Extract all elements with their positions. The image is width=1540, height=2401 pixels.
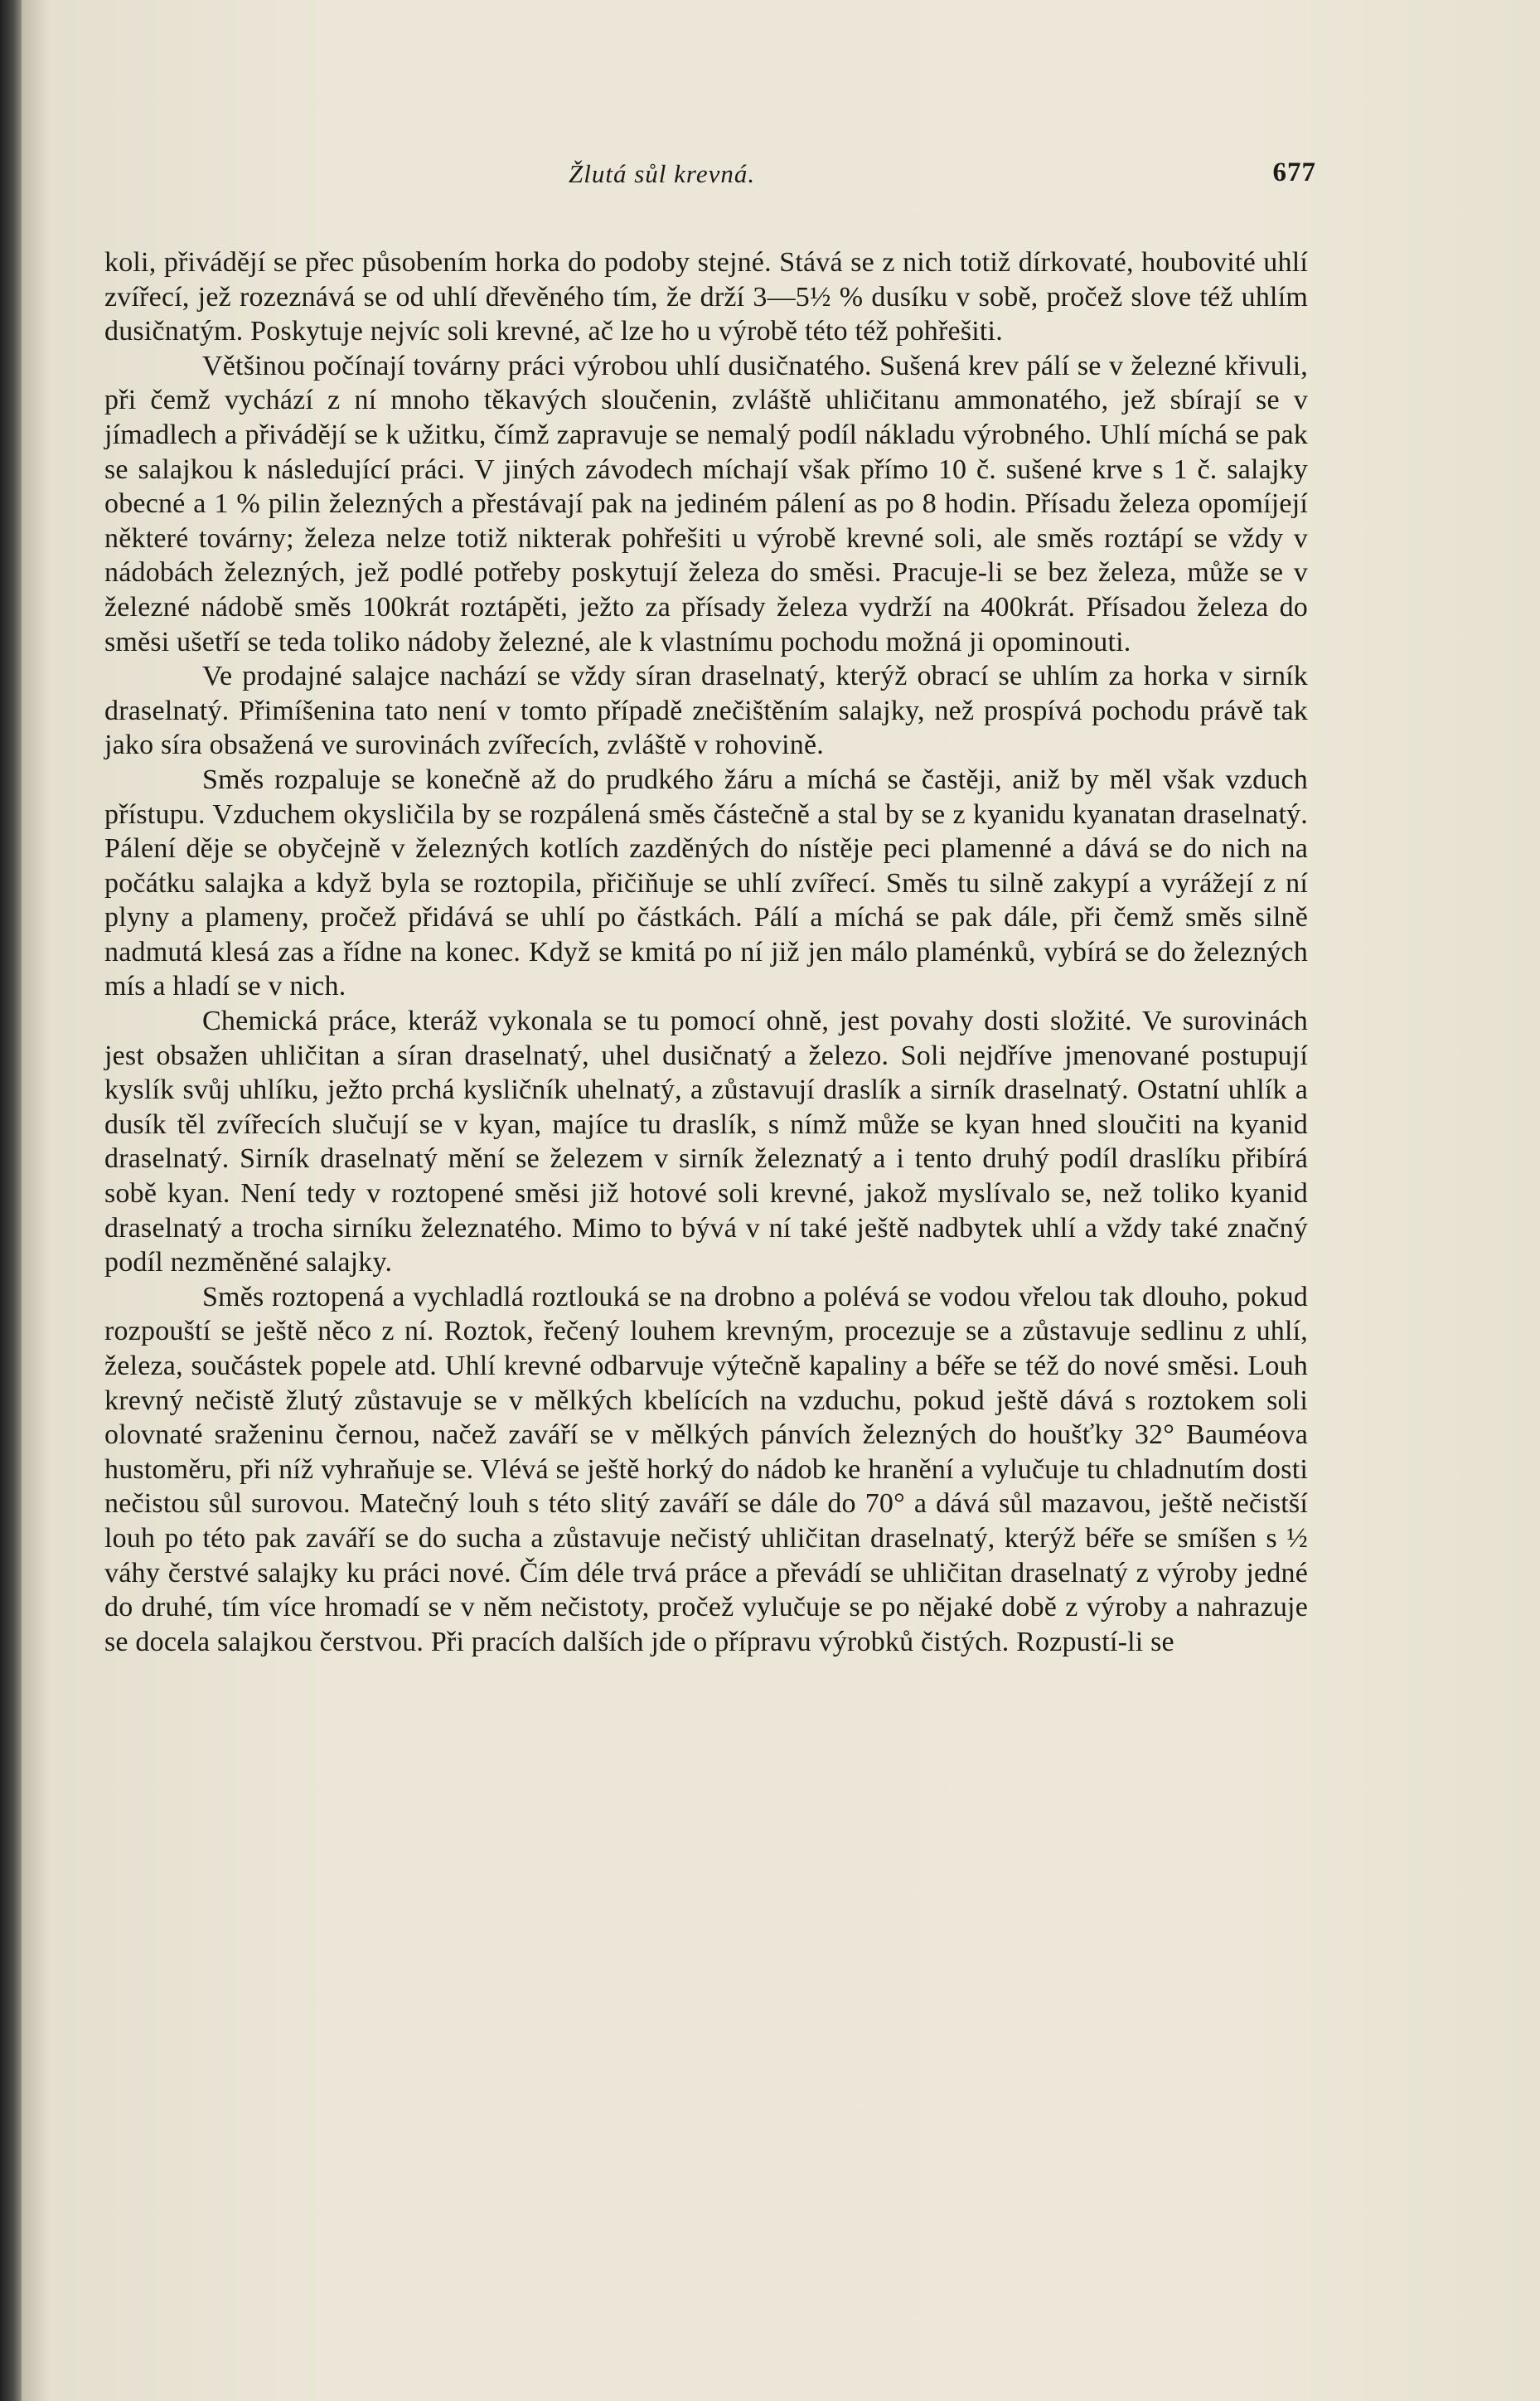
body-text — [104, 245, 1308, 1659]
page-number: 677 — [1272, 158, 1316, 187]
paragraph-2: Většinou počínají továrny práci výrobou uhlí dusičnatého. Sušená krev pálí se v železné křivuli, při čemž vychází z ní mnoho těkavých sloučenin, zvláště uhličitanu ammonatého, jež sbírají se v jímadlech a přivádějí se k užitku, čímž zapravuje se nemalý podíl nákladu výrobného. Uhlí míchá se pak se salajkou k následující práci. V jiných závodech míchají však přímo 10 č. sušené krve s 1 č. salajky obecné a 1 % pilin železných a přestávají pak na jediném pálení as po 8 hodin. Přísadu železa opomíjejí některé továrny; železa nelze totiž nikterak pohřešiti u výrobě krevné soli, ale směs roztápí se vždy v nádobách železných, jež podlé potřeby poskytují železa do směsi. Pracuje-li se bez železa, může se v železné nádobě směs 100krát roztápěti, ježto za přísady železa vydrží na 400krát. Přísadou železa do směsi ušetří se teda toliko nádoby železné, ale k vlastnímu pochodu možná ji opominouti. — [104, 350, 1308, 657]
page-content — [104, 149, 1316, 1659]
paragraph-1: koli, přivádějí se přec působením horka do podoby stejné. Stává se z nich totiž dírkovaté, houbovité uhlí zvířecí, jež rozeznává se od uhlí dřevěného tím, že drží 3—5½ % dusíku v sobě, pročež slove též uhlím dusičnatým. Poskytuje nejvíc soli krevné, ač lze ho u výrobě této též pohřešiti. — [104, 247, 1308, 347]
paragraph-4: Směs rozpaluje se konečně až do prudkého žáru a míchá se častěji, aniž by měl však vzduch přístupu. Vzduchem okysličila by se rozpálená směs částečně a stal by se z kyanidu kyanatan draselnatý. Pálení děje se obyčejně v železných kotlích zazděných do nístěje peci plamenné a dává se do nich na počátku salajka a když byla se roztopila, přičiňuje se uhlí zvířecí. Směs tu silně zakypí a vyrážejí z ní plyny a plameny, pročež přidává se uhlí po částkách. Pálí a míchá se pak dále, při čemž směs silně nadmutá klesá zas a řídne na konec. Když se kmitá po ní již jen málo plaménků, vybírá se do železných mís a hladí se v nich. — [104, 764, 1308, 1002]
paragraph-5: Chemická práce, kteráž vykonala se tu pomocí ohně, jest povahy dosti složité. Ve surovinách jest obsažen uhličitan a síran draselnatý, uhel dusičnatý a železo. Soli nejdříve jmenované postupují kyslík svůj uhlíku, ježto prchá kysličník uhelnatý, a zůstavují draslík a sirník draselnatý. Ostatní uhlík a dusík těl zvířecích slučují se v kyan, majíce tu draslík, s nímž může se kyan hned sloučiti na kyanid draselnatý. Sirník draselnatý mění se železem v sirník železnatý a i tento druhý podíl draslíku přibírá sobě kyan. Není tedy v roztopené směsi již hotové soli krevné, jakož myslívalo se, než toliko kyanid draselnatý a trocha sirníku železnatého. Mimo to bývá v ní také ještě nadbytek uhlí a vždy také značný podíl nezměněné salajky. — [104, 1006, 1308, 1278]
running-head — [104, 149, 1316, 196]
paragraph-6: Směs roztopená a vychladlá roztlouká se na drobno a polévá se vodou vřelou tak dlouho, pokud rozpouští se ještě něco z ní. Roztok, řečený louhem krevným, procezuje se a zůstavuje sedlinu z uhlí, železa, součástek popele atd. Uhlí krevné odbarvuje výtečně kapaliny a béře se též do nové směsi. Louh krevný nečistě žlutý zůstavuje se v mělkých kbelících na vzduchu, pokud ještě dává s roztokem soli olovnaté sraženinu černou, načež zaváří se v mělkých pánvích železných do houšťky 32° Bauméova hustoměru, při níž vyhraňuje se. Vlévá se ještě horký do nádob ke hranění a vylučuje tu chladnutím dosti nečistou sůl surovou. Matečný louh s této slitý zaváří se dále do 70° a dává sůl mazavou, ještě nečistší louh po této pak zaváří se do sucha a zůstavuje nečistý uhličitan draselnatý, kterýž béře se smíšen s ½ váhy čerstvé salajky ku práci nové. Čím déle trvá práce a převádí se uhličitan draselnatý z výroby jedné do druhé, tím více hromadí se v něm nečistoty, pročež vylučuje se po nějaké době z výroby a nahrazuje se docela salajkou čerstvou. Při pracích dalších jde o přípravu výrobků čistých. Rozpustí-li se — [104, 1281, 1308, 1657]
running-head-title: Žlutá sůl krevná. — [569, 159, 756, 188]
book-gutter — [0, 0, 22, 2401]
paragraph-3: Ve prodajné salajce nachází se vždy síran draselnatý, kterýž obrací se uhlím za horka v sirník draselnatý. Přimíšenina tato není v tomto případě znečištěním salajky, než prospívá pochodu právě tak jako síra obsažená ve surovinách zvířecích, zvláště v rohovině. — [104, 661, 1308, 761]
